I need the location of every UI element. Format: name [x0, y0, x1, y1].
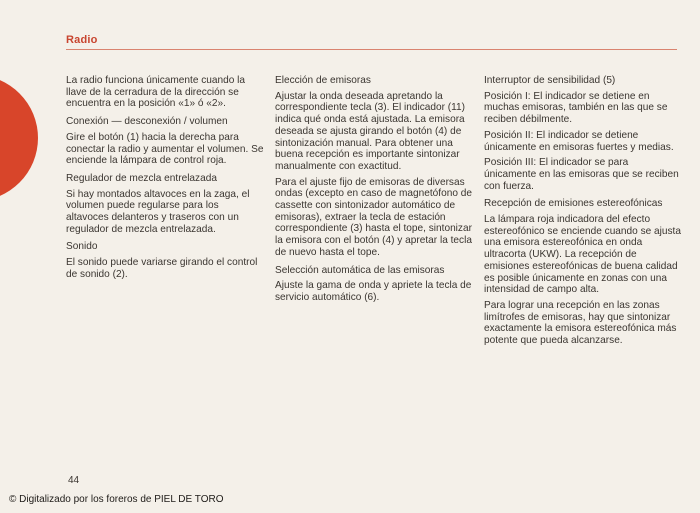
section-tab-marker: [0, 75, 38, 201]
paragraph-fringe-reception: Para lograr una recepción en las zonas limítrofes de emisoras, hay que sintonizar exactamente la emisora estereofónica más potente que pueda alcanzarse.: [484, 299, 677, 347]
page-header-title: Radio: [66, 34, 98, 46]
heading-auto-seek: Selección automática de las emisoras: [275, 264, 445, 276]
paragraph-position-2: Posición II: El indicador se detiene únicamente en emisoras fuertes y medias.: [484, 129, 674, 153]
column-3: [484, 75, 682, 351]
heading-stereo-reception: Recepción de emisiones estereofónicas: [484, 198, 663, 210]
page-number: 44: [68, 475, 80, 486]
column-1: [66, 75, 264, 285]
paragraph-station-selection: Ajustar la onda deseada apretando la correspondiente tecla (3). El indicador (11) indica qué onda está ajustada. La emisora deseada se ajusta girando el botón (4) de sintonización manual. Para obtener una buena recepción es importante sintonizar manualmente con exactitud.: [275, 90, 466, 172]
scan-credit: © Digitalizado por los foreros de PIEL DE TORO: [9, 494, 224, 505]
paragraph-on-off-volume: Gire el botón (1) hacia la derecha para conectar la radio y aumentar el volumen. Se enciende la lámpara de control roja.: [66, 131, 264, 167]
header-divider: [66, 49, 677, 50]
column-2: [275, 75, 475, 308]
paragraph-preset-stations: Para el ajuste fijo de emisoras de diversas ondas (excepto en caso de magnetófono de cassette con sintonizador automático de emisoras), extraer la tecla de estación correspondiente (3) hasta el tope, sintonizar la emisora con el botón (4) y apretar la tecla de nuevo hasta el tope.: [275, 176, 472, 258]
heading-sensitivity-switch: Interruptor de sensibilidad (5): [484, 75, 616, 86]
paragraph-sound: El sonido puede variarse girando el control de sonido (2).: [66, 257, 258, 280]
paragraph-auto-seek: Ajuste la gama de onda y apriete la tecla de servicio automático (6).: [275, 280, 472, 303]
heading-sound: Sonido: [66, 241, 98, 253]
paragraph-ignition: La radio funciona únicamente cuando la llave de la cerradura de la dirección se encuentra en la posición «1» ó «2».: [66, 75, 246, 110]
heading-on-off-volume: Conexión — desconexión / volumen: [66, 116, 228, 128]
heading-fader: Regulador de mezcla entrelazada: [66, 172, 217, 184]
heading-station-selection: Elección de emisoras: [275, 75, 371, 86]
paragraph-fader: Si hay montados altavoces en la zaga, el volumen puede regularse para los altavoces delanteros y traseros con un regulador de mezcla entrelazada.: [66, 188, 250, 235]
paragraph-position-1: Posición I: El indicador se detiene en muchas emisoras, también en las que se reciben débilmente.: [484, 90, 668, 126]
paragraph-position-3: Posición III: El indicador se para únicamente en las emisoras que se reciben con fuerza.: [484, 157, 679, 192]
paragraph-stereo-lamp: La lámpara roja indicadora del efecto estereofónico se enciende cuando se ajusta una emisora estereofónica en onda ultracorta (UKW). La recepción de emisiones estereofónicas de buena calidad es posible únicamente en zonas con una intensidad de campo alta.: [484, 214, 681, 296]
